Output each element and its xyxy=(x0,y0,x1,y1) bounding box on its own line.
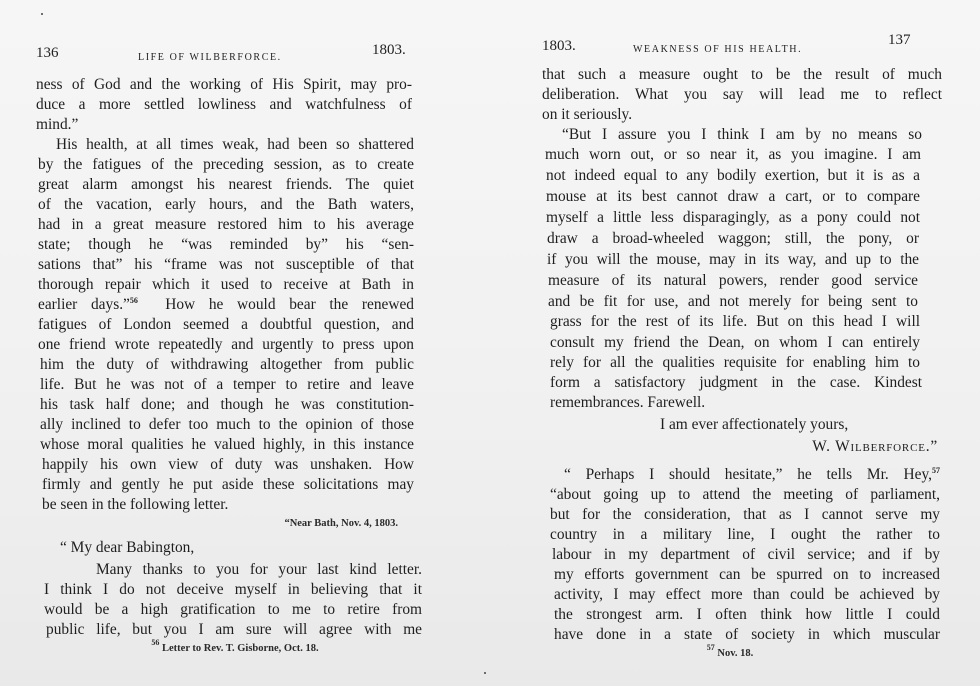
text-line: that such a measure ought to be the result of much xyxy=(542,66,942,83)
text-line: labour in my department of civil service; and if by xyxy=(552,546,940,563)
letter-salutation: “ My dear Babington, xyxy=(60,539,195,556)
footnote-text: Letter to Rev. T. Gisborne, Oct. 18. xyxy=(162,643,319,654)
text-line: activity, I may effect more than could be achieved by xyxy=(554,586,940,603)
text-line: grass for the rest of its life. But on this head I will xyxy=(550,313,920,330)
text-line: would be a high gratification to me to retire from xyxy=(44,601,422,618)
text-line: ness of God and the working of His Spirit, may pro- xyxy=(36,76,412,93)
footnote-ref: 57 xyxy=(932,466,940,475)
letter-closing: I am ever affectionately yours, xyxy=(660,416,849,433)
scan-speck xyxy=(484,672,486,674)
text-line: ally inclined to defer too much to the opinion of those xyxy=(40,416,414,433)
page-number: 137 xyxy=(888,32,911,48)
text-line: duce a more settled lowliness and watchfulness of xyxy=(36,96,412,113)
text-line: much worn out, or so near it, as you imagine. I am xyxy=(545,146,921,163)
text-line: life. But he was not of a temper to retire and leave xyxy=(40,376,414,393)
text-line: deliberation. What you say will lead me to reflect xyxy=(542,86,942,103)
running-title: WEAKNESS OF HIS HEALTH. xyxy=(633,44,803,55)
text-line: “about going up to attend the meeting of parliament, xyxy=(550,486,940,503)
text-line: consult my friend the Dean, on whom I can entirely xyxy=(550,334,920,351)
footnote-marker: 57 xyxy=(706,643,715,652)
text-line: fatigues of London seemed a doubtful question, and xyxy=(38,316,414,333)
text-fragment: earlier days.” xyxy=(38,296,130,313)
text-line: happily his own view of duty was unshaken. How xyxy=(42,456,414,473)
text-line: whose moral qualities he valued highly, in this instance xyxy=(40,436,414,453)
text-line: “But I assure you I think I am by no means so xyxy=(562,126,922,143)
footnote-text: Nov. 18. xyxy=(717,648,754,659)
text-line: have done in a state of society in which muscular xyxy=(554,626,940,643)
footnote xyxy=(100,638,370,655)
page-number: 136 xyxy=(36,45,59,61)
text-line: mind.” xyxy=(36,116,79,133)
text-line: country in a military line, I ought the rather to xyxy=(550,526,940,543)
text-line: by the fatigues of the preceding session, as to create xyxy=(38,156,414,173)
right-page xyxy=(490,0,980,686)
text-line: His health, at all times weak, had been so shattered xyxy=(56,136,414,153)
footnote-ref: 56 xyxy=(129,296,138,305)
text-line: not indeed equal to any bodily exertion, but it is as a xyxy=(546,167,920,184)
text-line: remembrances. Farewell. xyxy=(550,394,706,411)
text-line: form a satisfactory judgment in the case. Kindest xyxy=(550,374,922,391)
text-fragment: “ Perhaps I should hesitate,” he tells Mr. Hey, xyxy=(564,466,932,483)
footnote xyxy=(650,643,810,660)
text-line: mouse at its best cannot draw a cart, or to compare xyxy=(546,188,920,205)
signature-text: W. Wilberforce.” xyxy=(812,438,938,455)
text-line: myself a little less disparagingly, as a pony could not xyxy=(546,209,920,226)
running-year: 1803. xyxy=(542,38,576,54)
text-line: on it seriously. xyxy=(542,106,633,123)
text-line-with-footnote xyxy=(38,295,414,314)
text-line: rely for all the qualities requisite for enabling him to xyxy=(550,354,920,371)
text-line: my efforts government can be spurred on to increased xyxy=(554,566,940,583)
text-line: great alarm amongst his nearest friends. The quiet xyxy=(38,176,414,193)
text-line: Many thanks to you for your last kind letter. xyxy=(96,561,422,578)
text-line: and be fit for use, and not merely for being sent to xyxy=(548,293,918,310)
text-line: measure of its natural powers, render good service xyxy=(548,272,918,289)
text-line: the strongest arm. I often think how little I could xyxy=(554,606,940,623)
text-line: had in a great measure restored him to his average xyxy=(38,216,414,233)
letter-dateline: “Near Bath, Nov. 4, 1803. xyxy=(284,518,398,529)
letter-signature xyxy=(690,437,938,456)
text-line: be seen in the following letter. xyxy=(42,496,229,513)
text-line-with-footnote xyxy=(564,465,940,484)
text-line: one friend wrote repeatedly and urgently to press upon xyxy=(38,336,414,353)
text-line: sations that” his “frame was not susceptible of that xyxy=(38,256,414,273)
text-line: of the vacation, early hours, and the Bath waters, xyxy=(38,196,414,213)
scan-speck xyxy=(41,13,43,15)
text-line: I think I do not deceive myself in believing that it xyxy=(44,581,422,598)
text-fragment: How he would bear the renewed xyxy=(137,296,414,313)
footnote-marker: 56 xyxy=(151,638,160,647)
text-line: his task half done; and though he was constitution- xyxy=(40,396,414,413)
text-line: public life, but you I am sure will agree with me xyxy=(46,621,422,638)
text-line: firmly and gently he put aside these solicitations may xyxy=(42,476,414,493)
text-line: draw a broad-wheeled waggon; still, the pony, or xyxy=(547,230,919,247)
text-line: thorough repair which it used to receive at Bath in xyxy=(38,276,414,293)
running-title: LIFE OF WILBERFORCE. xyxy=(138,52,282,63)
running-year: 1803. xyxy=(372,42,406,58)
text-line: but for the consideration, that as I cannot serve my xyxy=(550,506,940,523)
text-line: state; though he “was reminded by” his “sen- xyxy=(38,236,414,253)
text-line: if you will the mouse, may in its way, and up to the xyxy=(547,251,919,268)
text-line: him the duty of withdrawing altogether from public xyxy=(40,356,414,373)
